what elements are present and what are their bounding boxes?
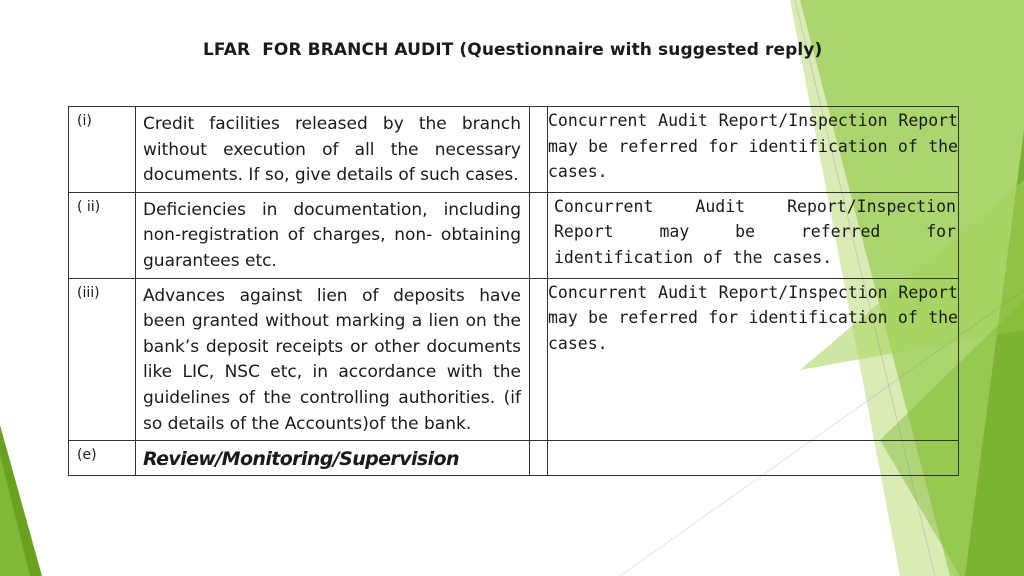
table-row [69,441,959,476]
row-index: ( ii) [69,192,136,278]
row-index: (i) [69,107,136,193]
row-reply: Concurrent Audit Report/Inspection Report may be referred for identification of the cases. [548,278,959,441]
table-row [69,192,959,278]
row-question: Credit facilities released by the branch without execution of all the necessary documents. If so, give details of such cases. [136,107,530,193]
row-question: Advances against lien of deposits have been granted without marking a lien on the bank’s deposit receipts or other documents like LIC, NSC etc, in accordance with the guidelines of the controlling authorities. (if so details of the Accounts)of the bank. [136,278,530,441]
row-reply: Concurrent Audit Report/Inspection Report may be referred for identification of the cases. [548,107,959,193]
row-question: Deficiencies in documentation, including non-registration of charges, non- obtaining guarantees etc. [136,192,530,278]
row-empty-cell [530,278,548,441]
table-row [69,278,959,441]
row-empty-cell [530,441,548,476]
questionnaire-table [68,106,959,476]
row-index: (e) [69,441,136,476]
row-empty-cell [530,107,548,193]
table-row [69,107,959,193]
title-part-lfar: LFAR [203,40,251,60]
row-index: (iii) [69,278,136,441]
title-part-main: FOR BRANCH AUDIT (Questionnaire with suggested reply) [262,40,823,60]
page-title [203,40,822,60]
row-reply: Concurrent Audit Report/Inspection Report may be referred for identification of the cases. [548,192,959,278]
row-reply [548,441,959,476]
row-question-review: Review/Monitoring/Supervision [136,441,530,476]
row-empty-cell [530,192,548,278]
